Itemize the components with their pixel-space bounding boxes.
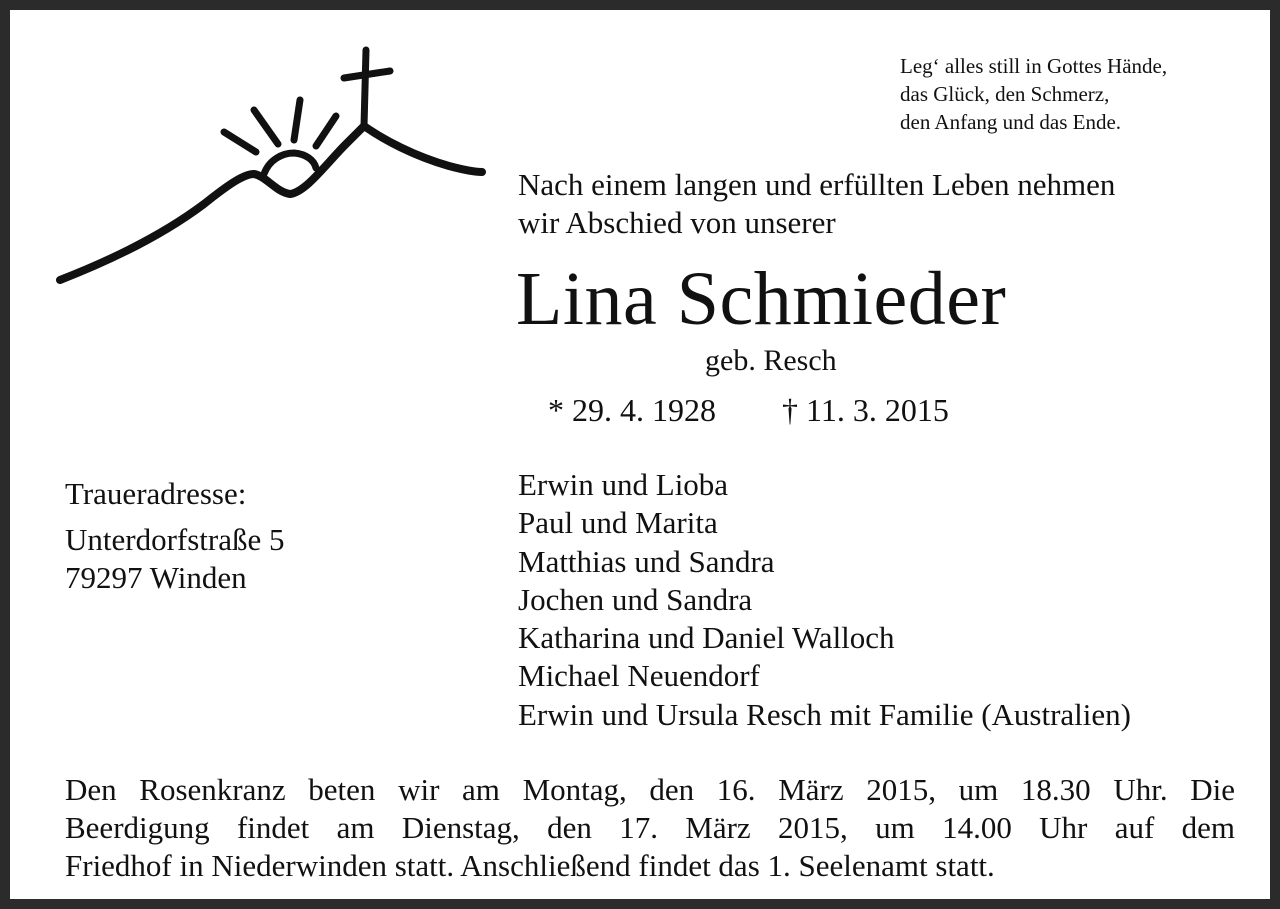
intro-line: wir Abschied von unserer xyxy=(518,205,836,240)
mourner-entry: Jochen und Sandra xyxy=(518,581,753,617)
funeral-notice xyxy=(65,771,1235,885)
deceased-name: Lina Schmieder xyxy=(516,257,1007,341)
address-city: 79297 Winden xyxy=(65,560,247,595)
notice-line: Beerdigung findet am Dienstag, den 17. März 2015, um 14.00 Uhr auf dem xyxy=(65,810,1235,845)
notice-line: Den Rosenkranz beten wir am Montag, den 16. März 2015, um 18.30 Uhr. Die xyxy=(65,772,1235,807)
mourner-entry: Erwin und Lioba xyxy=(518,467,729,502)
address-street: Unterdorfstraße 5 xyxy=(65,522,285,557)
mourner-entry: Michael Neuendorf xyxy=(518,658,760,694)
mourner-entry: Paul und Marita xyxy=(518,505,718,541)
mourner-entry: Matthias und Sandra xyxy=(518,543,775,579)
birth-date: * 29. 4. 1928 xyxy=(548,392,716,428)
maiden-name: geb. Resch xyxy=(705,344,837,377)
life-dates xyxy=(548,391,949,429)
mourner-entry: Erwin und Ursula Resch mit Familie (Australien) xyxy=(518,696,1131,732)
intro-text xyxy=(518,166,1258,242)
quote-line: Leg‘ alles still in Gottes Hände, xyxy=(900,54,1168,78)
mourners-list xyxy=(518,466,1131,734)
mountain-sun-cross-icon xyxy=(54,44,490,294)
bible-quote xyxy=(900,52,1250,136)
quote-line: den Anfang und das Ende. xyxy=(900,110,1122,134)
notice-line: Friedhof in Niederwinden statt. Anschließend findet das 1. Seelenamt statt. xyxy=(65,848,995,883)
mourner-entry: Katharina und Daniel Walloch xyxy=(518,620,895,656)
quote-line: das Glück, den Schmerz, xyxy=(900,82,1110,106)
death-date: † 11. 3. 2015 xyxy=(782,392,949,428)
mourning-address xyxy=(65,475,285,597)
address-label: Traueradresse: xyxy=(65,476,247,511)
intro-line: Nach einem langen und erfüllten Leben nehmen xyxy=(518,167,1116,202)
